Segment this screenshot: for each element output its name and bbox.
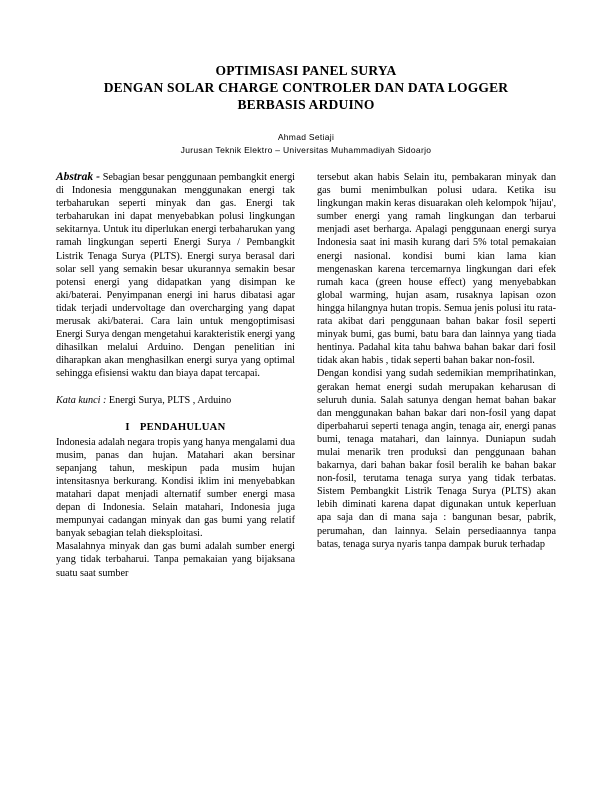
keywords-label: Kata kunci : [56, 394, 107, 406]
abstract-paragraph [56, 171, 295, 381]
page-title [56, 62, 556, 113]
paragraph-intro-1: Indonesia adalah negara tropis yang hanya mengalami dua musim, panas dan hujan. Matahari akan bersinar sepanjang tahun, meskipun pada musim hujan intensitasnya berkurang. Kondisi iklim ini menyebabkan matahari dapat menjadi alternatif sumber energi masa depan di Indonesia. Selain matahari, Indonesia juga mempunyai cadangan minyak dan gas bumi yang relatif banyak sebagian telah dieksploitasi. [56, 436, 295, 540]
title-line-2: DENGAN SOLAR CHARGE CONTROLER DAN DATA LOGGER [103, 80, 509, 95]
abstract-text: Sebagian besar penggunaan pembangkit energi di Indonesia menggunakan menggunakan energi tak terbaharukan seperti minyak dan gas. Energi tak terbaharukan ini dapat menyebabkan polusi lingkungan sekitarnya. Untuk itu diperlukan energi terbaharukan yang ramah lingkungan seperti Energi Surya / Pembangkit Listrik Tenaga Surya (PLTS). Energi surya berasal dari solar sell yang semakin besar ukurannya semakin besar potensi energi yang didapatkan yang disimpan ke aki/baterai. Penyimpanan energi ini harus dibatasi agar tidak terjadi undervoltage dan overcharging yang dapat merusak aki/baterai. Cara lain untuk mengoptimisasi Energi Surya dengan mengetahui karakteristik energi yang dihasilkan melalui Arduino. Dengan penelitian ini diharapkan akan menghasilkan energi surya yang optimal sehingga efisiensi waktu dan biaya dapat tercapai. [56, 172, 295, 380]
section-number: I [125, 421, 130, 433]
author-block [56, 131, 556, 157]
keywords-value: Energi Surya, PLTS , Arduino [108, 394, 232, 406]
paragraph-intro-2: Masalahnya minyak dan gas bumi adalah sumber energi yang tidak terbaharui. Tanpa pemakaian yang bijaksana suatu saat sumber [56, 541, 295, 579]
section-heading-pendahuluan [56, 422, 295, 433]
section-title: PENDAHULUAN [139, 421, 226, 433]
keywords [56, 394, 295, 407]
title-line-3: BERBASIS ARDUINO [237, 97, 375, 112]
right-column [317, 171, 556, 580]
paragraph-right-1: tersebut akan habis Selain itu, pembakaran minyak dan gas bumi menimbulkan polusi udara. Ketika isu lingkungan makin keras disuarakan oleh kelompok 'hijau', sumber energi yang ramah lingkungan dan terbarui menjadi aset berharga. Apalagi penggunaan energi surya Indonesia saat ini masih kurang dari 5% total pemakaian energi nasional. kondisi bumi kian lama kian mengenaskan karena tercemarnya lingkungan dari efek rumah kaca (green house effect) yang menyebabkan global warming, hujan asam, rusaknya lapisan ozon hingga hilangnya hutan tropis. Semua jenis polusi itu rata-rata akibat dari penggunaan bahan bakar fosil seperti minyak bumi, gas bumi, batu bara dan lainnya yang tiada hentinya. Padahal kita tahu bahwa bahan bakar dari fosil tidak akan habis , tidak seperti bahan bakar non-fosil. [317, 172, 556, 367]
abstract-label: Abstrak - [56, 171, 100, 183]
author-name: Ahmad Setiaji [277, 132, 335, 142]
paragraph-right-2: Dengan kondisi yang sudah sedemikian memprihatinkan, gerakan hemat energi sudah merupakan keharusan di seluruh dunia. Salah satunya dengan hemat bahan bakar dan menggunakan bahan bakar dari non-fosil yang dapat diperbaharui seperti tenaga angin, tenaga air, energi panas bumi, tenaga matahari, dan lainnya. Duniapun sudah mulai menarik tren produksi dan penggunaan bahan bakarnya, dari bahan bakar fosil beralih ke bahan bakar non-fosil, terutama tenaga surya yang tidak terbatas. Sistem Pembangkit Listrik Tenaga Surya (PLTS) akan lebih diminati karena dapat digunakan untuk keperluan apa saja dan di mana saja : bangunan besar, pabrik, perumahan, dan lainnya. Selain persediaannya tanpa batas, tenaga surya nyaris tanpa dampak buruk terhadap [317, 368, 556, 550]
author-affiliation: Jurusan Teknik Elektro – Universitas Muhammadiyah Sidoarjo [180, 145, 432, 155]
title-line-1: OPTIMISASI PANEL SURYA [215, 63, 397, 78]
two-column-body [56, 171, 556, 580]
left-column [56, 171, 295, 580]
